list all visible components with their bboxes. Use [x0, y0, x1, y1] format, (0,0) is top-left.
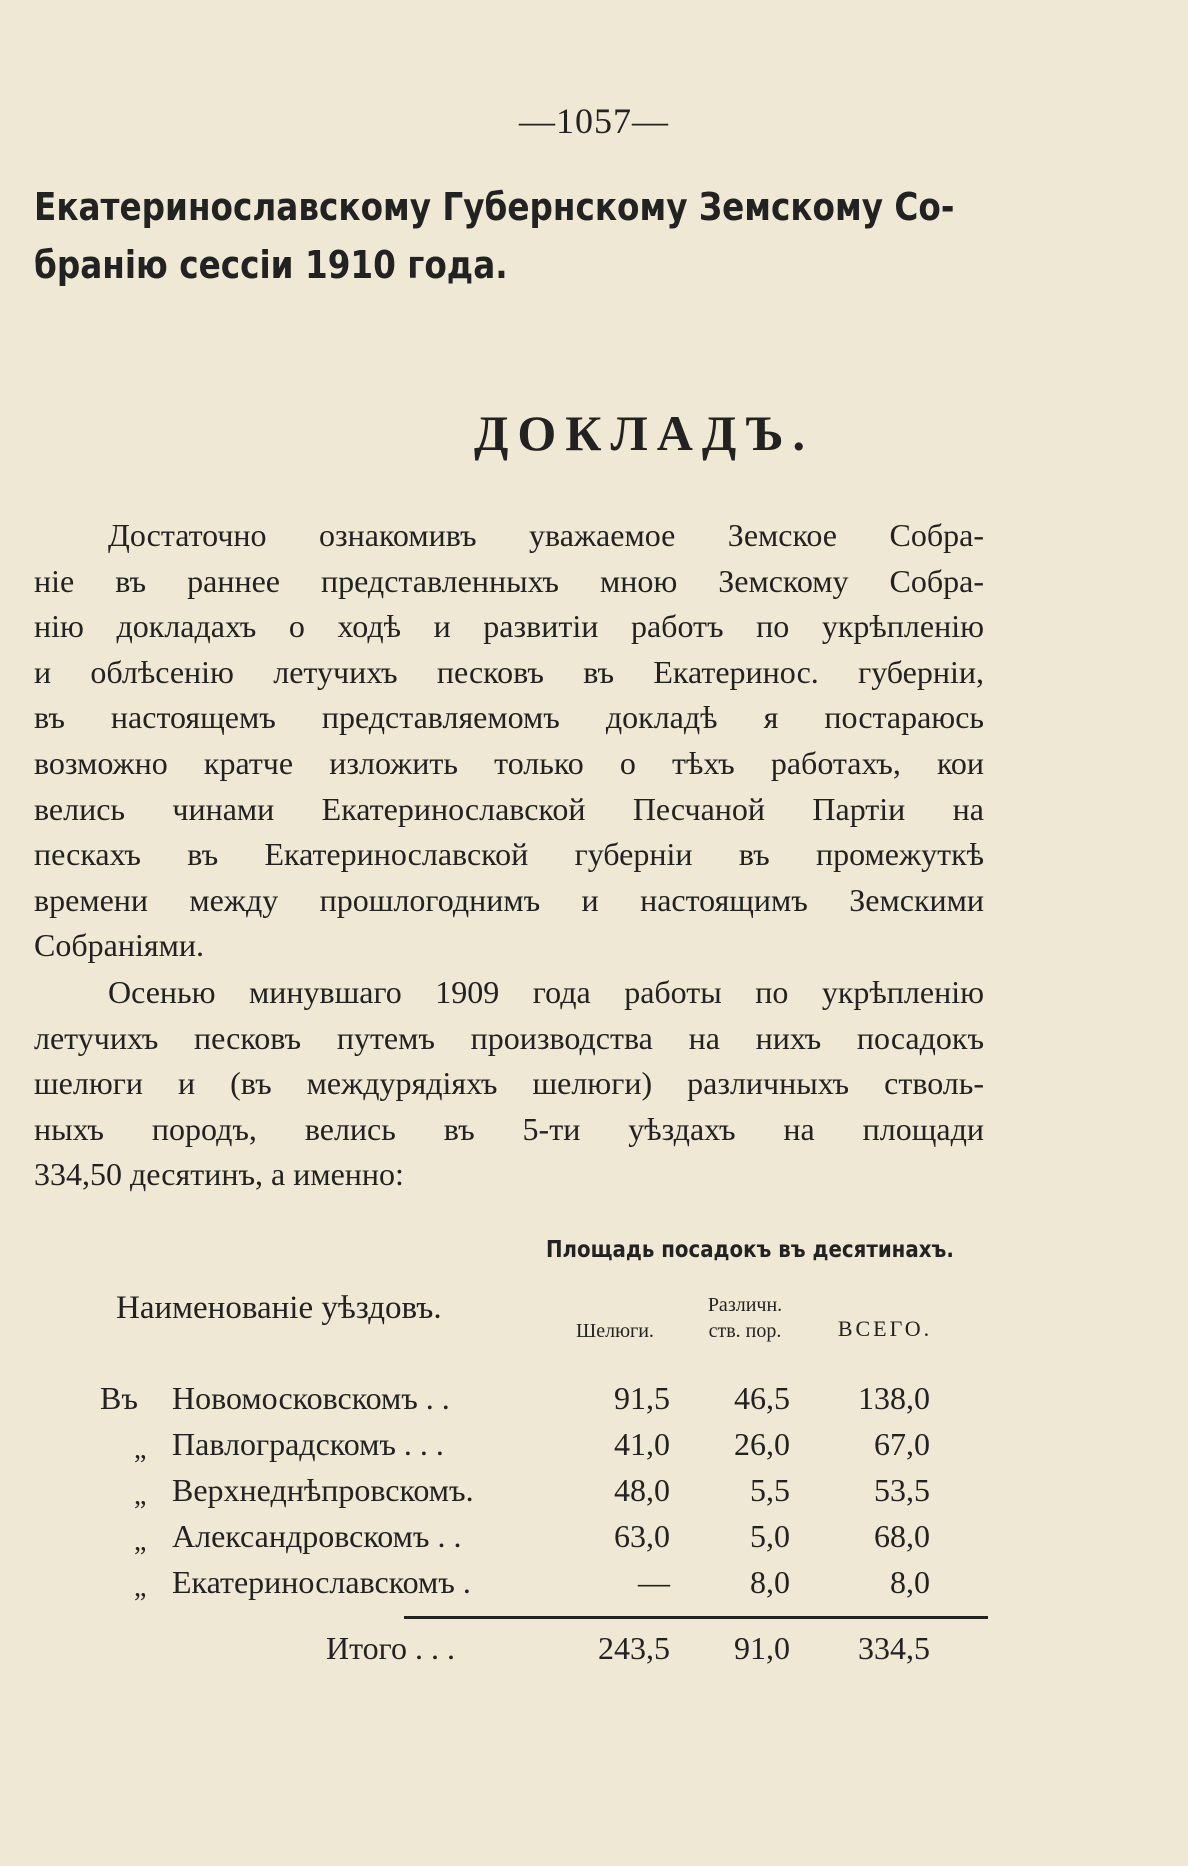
paragraph-line: Осенью минувшаго 1909 года работы по укрѣпленію	[108, 974, 984, 1010]
total-value: 68,0	[874, 1518, 930, 1554]
paragraph-1	[34, 513, 984, 969]
paragraph-line: летучихъ песковъ путемъ производства на нихъ посадокъ	[34, 1019, 984, 1056]
paragraph-line: 334,50 десятинъ, а именно:	[34, 1156, 404, 1193]
table-caption: Площадь посадокъ въ десятинахъ.	[546, 1237, 954, 1263]
column-header-other-line-1: Различн.	[707, 1294, 783, 1316]
grand-total: 334,5	[858, 1630, 930, 1666]
shelugi-value: 41,0	[614, 1426, 670, 1462]
district-name: Верхнеднѣпровскомъ.	[172, 1472, 474, 1508]
other-species-value: 5,0	[750, 1518, 790, 1554]
paragraph-line: Достаточно ознакомивъ уважаемое Земское Собра-	[108, 517, 984, 553]
paragraph-line: нію докладахъ о ходѣ и развитіи работъ по укрѣпленію	[34, 608, 984, 645]
column-header-district: Наименованіе уѣздовъ.	[116, 1290, 442, 1326]
addressee-heading	[34, 178, 994, 294]
total-rule	[404, 1616, 988, 1619]
ditto-mark: „	[134, 1526, 147, 1557]
ditto-mark: „	[134, 1480, 147, 1511]
total-value: 53,5	[874, 1472, 930, 1508]
shelugi-value: 48,0	[614, 1472, 670, 1508]
row-prefix: Въ	[100, 1380, 138, 1416]
paragraph-line: возможно кратче изложить только о тѣхъ работахъ, кои	[34, 744, 984, 781]
paragraph-line: пескахъ въ Екатеринославской губерніи въ промежуткѣ	[34, 836, 984, 873]
shelugi-value: —	[638, 1564, 670, 1600]
table-row	[100, 1426, 1000, 1470]
total-label: Итого . . .	[326, 1630, 455, 1666]
paragraph-line: велись чинами Екатеринославской Песчаной Партіи на	[34, 790, 984, 827]
paragraph-line: шелюги и (въ междурядіяхъ шелюги) различныхъ стволь-	[34, 1065, 984, 1102]
page-number: —1057—	[519, 101, 669, 141]
district-name: Новомосковскомъ . .	[172, 1380, 450, 1416]
total-value: 138,0	[858, 1380, 930, 1416]
paragraph-line: въ настоящемъ представляемомъ докладѣ я постараюсь	[34, 699, 984, 736]
paragraph-line: и облѣсенію летучихъ песковъ въ Екатеринос. губерніи,	[34, 653, 984, 690]
table-row	[100, 1518, 1000, 1562]
document-title: ДОКЛАДЪ.	[473, 405, 815, 461]
other-species-value: 5,5	[750, 1472, 790, 1508]
ditto-mark: „	[134, 1434, 147, 1465]
table-row	[100, 1380, 1000, 1424]
shelugi-total: 243,5	[598, 1630, 670, 1666]
total-row	[100, 1630, 1000, 1674]
ditto-mark: „	[134, 1572, 147, 1603]
total-value: 67,0	[874, 1426, 930, 1462]
column-header-other-species	[690, 1292, 800, 1344]
district-name: Александровскомъ . .	[172, 1518, 462, 1554]
total-value: 8,0	[890, 1564, 930, 1600]
other-species-value: 46,5	[734, 1380, 790, 1416]
other-species-value: 8,0	[750, 1564, 790, 1600]
table-row	[100, 1564, 1000, 1608]
paragraph-2	[34, 970, 984, 1198]
paragraph-line: ніе въ раннее представленныхъ мною Земскому Собра-	[34, 562, 984, 599]
district-name: Павлоградскомъ . . .	[172, 1426, 444, 1462]
district-name: Екатеринославскомъ .	[172, 1564, 471, 1600]
other-species-value: 26,0	[734, 1426, 790, 1462]
paragraph-line: ныхъ породъ, велись въ 5-ти уѣздахъ на площади	[34, 1110, 984, 1147]
shelugi-value: 91,5	[614, 1380, 670, 1416]
other-species-total: 91,0	[734, 1630, 790, 1666]
heading-line-1: Екатеринославскому Губернскому Земскому Со-	[34, 185, 955, 229]
column-header-other-line-2: ств. пор.	[708, 1320, 782, 1342]
column-header-total: ВСЕГО.	[837, 1316, 933, 1341]
paragraph-line: времени между прошлогоднимъ и настоящимъ Земскими	[34, 881, 984, 918]
shelugi-value: 63,0	[614, 1518, 670, 1554]
heading-line-2: бранію сессіи 1910 года.	[34, 243, 508, 287]
table-row	[100, 1472, 1000, 1516]
column-header-shelugi: Шелюги.	[576, 1320, 654, 1342]
paragraph-line: Собраніями.	[34, 927, 204, 964]
